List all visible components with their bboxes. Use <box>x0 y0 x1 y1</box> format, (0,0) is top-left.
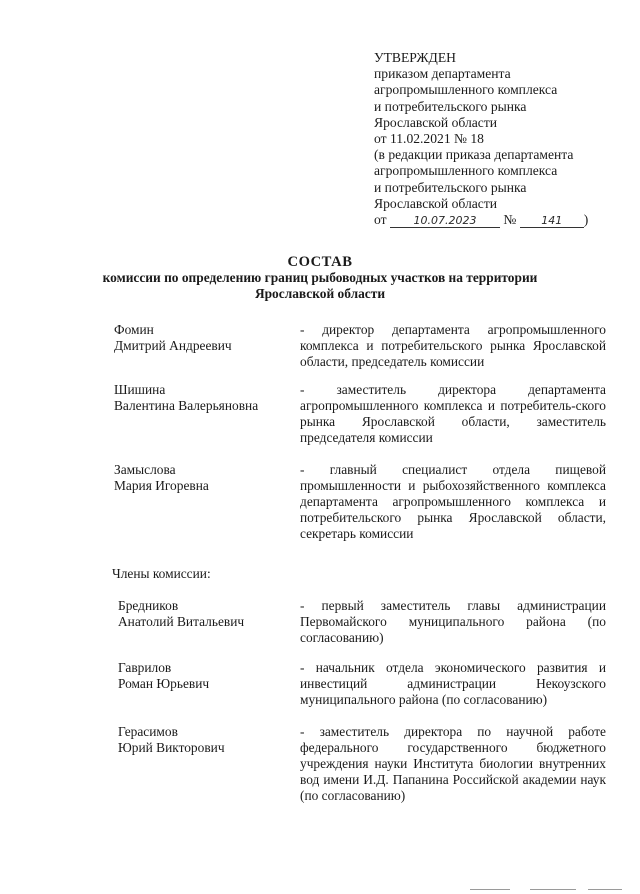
members-label: Члены комиссии: <box>112 566 211 581</box>
given-names: Роман Юрьевич <box>118 676 210 691</box>
scan-artifact <box>530 889 576 890</box>
given-names: Дмитрий Андреевич <box>114 338 232 353</box>
approval-line: (в редакции приказа департамента <box>374 147 574 163</box>
given-names: Юрий Викторович <box>118 740 225 755</box>
surname: Шишина <box>114 382 166 397</box>
surname: Фомин <box>114 322 154 337</box>
person-name <box>114 322 289 354</box>
surname: Бредников <box>118 598 179 613</box>
scan-artifact <box>470 889 510 890</box>
surname: Замыслова <box>114 462 176 477</box>
approval-line: от 11.02.2021 № 18 <box>374 131 484 147</box>
approval-line: Ярославской области <box>374 195 498 211</box>
person-name <box>118 598 293 630</box>
person-role: - директор департамента агропромышленного комплекса и потребительского рынка Ярославской области, председатель комиссии <box>300 322 606 369</box>
given-names: Мария Игоревна <box>114 478 209 493</box>
number-underline <box>520 213 584 228</box>
approval-line: и потребительского рынка <box>374 179 527 195</box>
person-role: - первый заместитель главы администрации Первомайского муниципального района (по согласованию) <box>300 598 606 645</box>
date-underline <box>390 213 500 228</box>
surname: Герасимов <box>118 724 178 739</box>
handwritten-number: 141 <box>541 214 563 228</box>
approval-date-line <box>374 212 634 228</box>
approval-line: Ярославской области <box>374 114 498 130</box>
surname: Гаврилов <box>118 660 172 675</box>
approval-block <box>374 50 634 228</box>
handwritten-date: 10.07.2023 <box>413 214 477 228</box>
person-name <box>114 462 289 494</box>
approval-line: и потребительского рынка <box>374 98 527 114</box>
person-role: - заместитель директора департамента агропромышленного комплекса и потребитель-ского рынка Ярославской области, заместитель председателя комиссии <box>300 382 606 445</box>
person-role: - заместитель директора по научной работе федерального государственного бюджетного учреждения науки Института биологии внутренних вод имени И.Д. Папанина Российской академии наук (по согласованию) <box>300 724 606 803</box>
close-paren: ) <box>583 212 589 228</box>
approval-line: приказом департамента <box>374 66 511 82</box>
document-subtitle: комиссии по определению границ рыбоводных участков на территории Ярославской области <box>102 270 538 301</box>
person-name <box>114 382 289 414</box>
person-name <box>118 660 293 692</box>
date-prefix: от <box>374 212 387 228</box>
person-role: - главный специалист отдела пищевой промышленности и рыбохозяйственного комплекса департамента агропромышленного комплекса и потребительского рынка Ярославской области, секретарь комиссии <box>300 462 606 541</box>
person-role: - начальник отдела экономического развития и инвестиций администрации Некоузского муниципального района (по согласованию) <box>300 660 606 707</box>
given-names: Анатолий Витальевич <box>118 614 245 629</box>
approval-line: агропромышленного комплекса <box>374 82 558 98</box>
approval-line: агропромышленного комплекса <box>374 163 558 179</box>
approval-heading: УТВЕРЖДЕН <box>374 50 456 65</box>
given-names: Валентина Валерьяновна <box>114 398 259 413</box>
scan-artifact <box>588 889 622 890</box>
document-title: СОСТАВ <box>287 254 353 270</box>
person-name <box>118 724 293 756</box>
number-prefix: № <box>503 212 517 228</box>
